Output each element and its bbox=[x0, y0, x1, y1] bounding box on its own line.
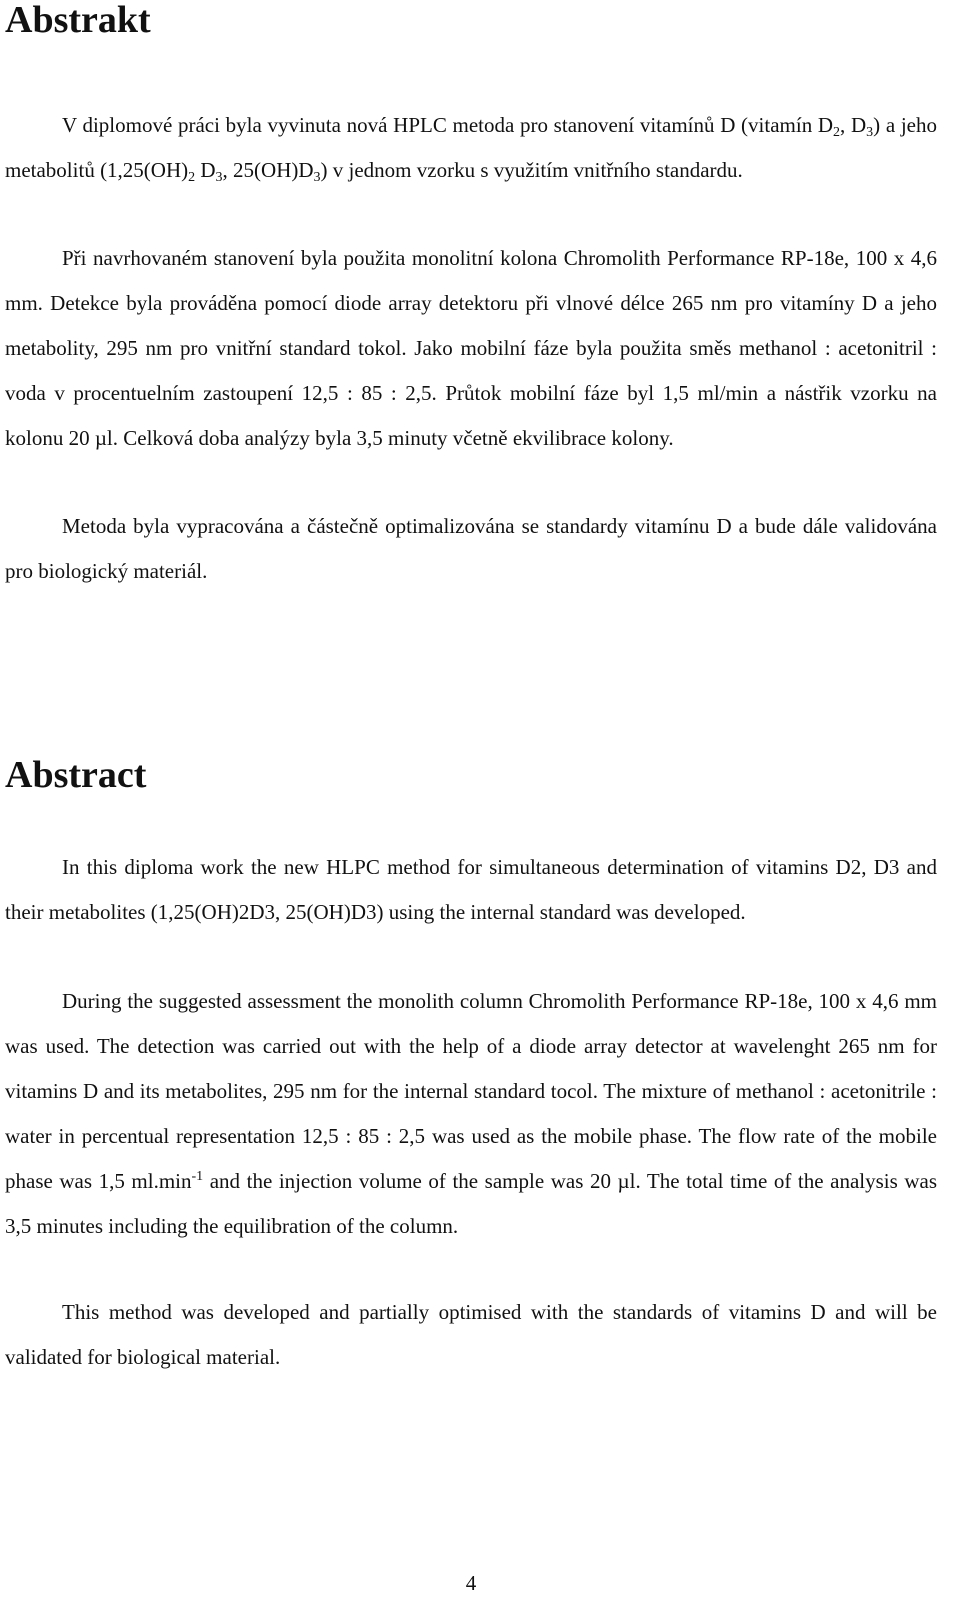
paragraph-cz-1 bbox=[5, 103, 937, 193]
subscript: 3 bbox=[866, 125, 874, 140]
heading-abstract: Abstract bbox=[5, 754, 147, 796]
paragraph-en-2 bbox=[5, 979, 937, 1249]
page-number: 4 bbox=[465, 1571, 477, 1595]
text-run: D bbox=[195, 158, 216, 182]
text-run: , D bbox=[840, 113, 867, 137]
heading-abstrakt: Abstrakt bbox=[5, 0, 151, 41]
superscript: -1 bbox=[191, 1169, 204, 1184]
paragraph-cz-2: Při navrhovaném stanovení byla použita monolitní kolona Chromolith Performance RP-18e, 100 x 4,6 mm. Detekce byla prováděna pomocí diode array detektoru při vlnové délce 265 nm pro vitamíny D a jeho metabolity, 295 nm pro vnitřní standard tokol. Jako mobilní fáze byla použita směs methanol : acetonitril : voda v procentuelním zastoupení 12,5 : 85 : 2,5. Průtok mobilní fáze byl 1,5 ml/min a nástřik vzorku na kolonu 20 µl. Celková doba analýzy byla 3,5 minuty včetně ekvilibrace kolony. bbox=[5, 246, 937, 450]
subscript: 3 bbox=[313, 170, 321, 185]
subscript: 2 bbox=[188, 170, 196, 185]
text-run: ) v jednom vzorku s využitím vnitřního standardu. bbox=[320, 158, 743, 182]
subscript: 3 bbox=[215, 170, 223, 185]
text-run: During the suggested assessment the monolith column Chromolith Performance RP-18e, 100 x 4,6 mm was used. The detection was carried out with the help of a diode array detector at wavelenght 265 nm for vitamins D and its metabolites, 295 nm for the internal standard tocol. The mixture of methanol : acetonitrile : water in percentual representation 12,5 : 85 : 2,5 was used as the mobile phase. The flow rate of the mobile phase was 1,5 ml.min bbox=[5, 989, 937, 1193]
subscript: 2 bbox=[833, 125, 841, 140]
text-run: V diplomové práci byla vyvinuta nová HPLC metoda pro stanovení vitamínů D (vitamín D bbox=[62, 113, 834, 137]
paragraph-en-3: This method was developed and partially optimised with the standards of vitamins D and will be validated for biological material. bbox=[5, 1300, 937, 1369]
text-run: and the injection volume of the sample was 20 µl. The total time of the analysis was 3,5 minutes including the equilibration of the column. bbox=[5, 1169, 937, 1238]
text-run: , 25(OH)D bbox=[222, 158, 314, 182]
paragraph-cz-3: Metoda byla vypracována a částečně optimalizována se standardy vitamínu D a bude dále validována pro biologický materiál. bbox=[5, 514, 937, 583]
text-run: ) a jeho metabolitů (1,25(OH) bbox=[5, 113, 937, 182]
paragraph-en-1: In this diploma work the new HLPC method for simultaneous determination of vitamins D2, D3 and their metabolites (1,25(OH)2D3, 25(OH)D3) using the internal standard was developed. bbox=[5, 855, 937, 924]
